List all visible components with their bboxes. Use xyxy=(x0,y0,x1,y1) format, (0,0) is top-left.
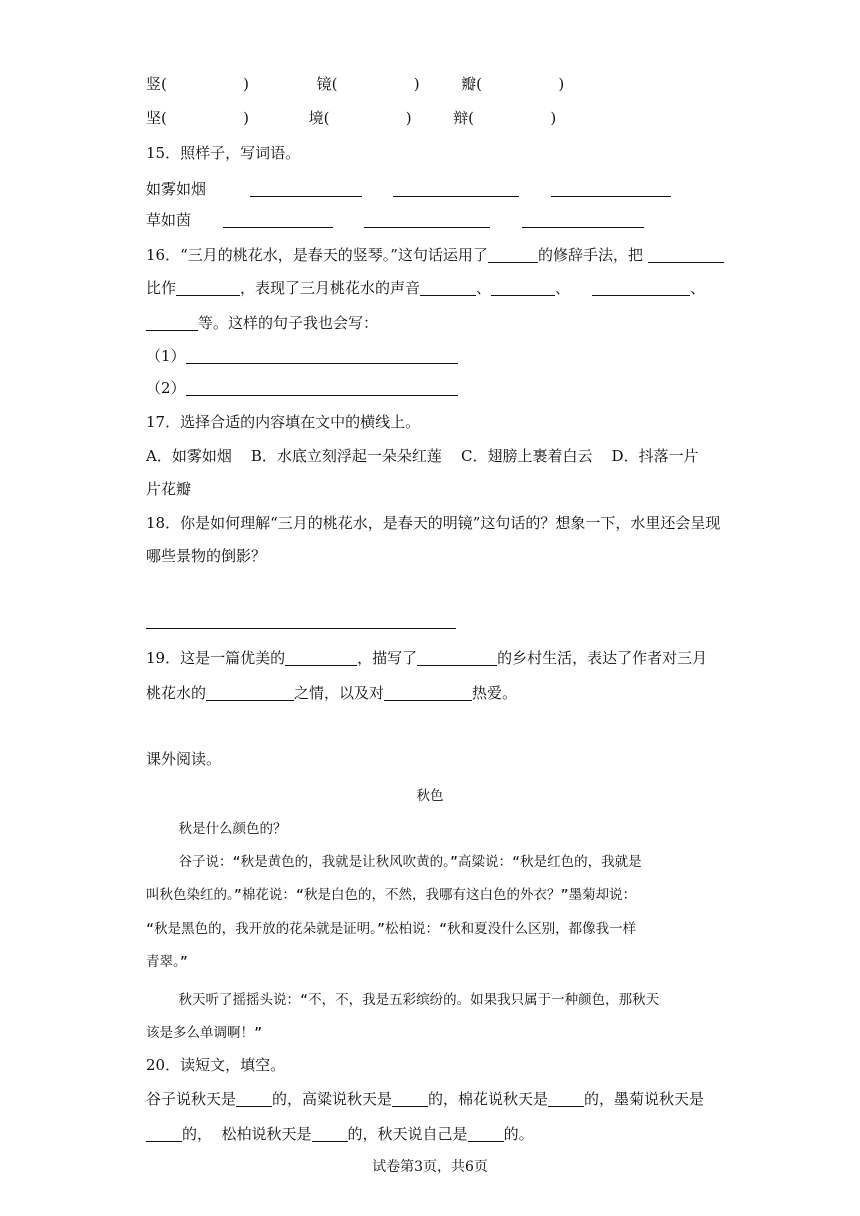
answer-blank[interactable] xyxy=(250,180,362,197)
question-20-line-2 xyxy=(146,1123,534,1144)
question-19-text: 19．这是一篇优美的 xyxy=(146,649,286,667)
answer-blank[interactable] xyxy=(648,246,724,263)
answer-line[interactable] xyxy=(186,347,458,364)
char: 竖 xyxy=(146,75,162,93)
answer-blank[interactable] xyxy=(548,1090,584,1107)
answer-blank[interactable] xyxy=(146,1125,182,1142)
question-19-text: 的乡村生活，表达了作者对三月 xyxy=(497,649,708,667)
question-16-text: 的修辞手法，把 xyxy=(537,246,643,264)
question-20-line-1 xyxy=(146,1088,704,1109)
answer-blank[interactable] xyxy=(206,684,294,701)
char-answer-box: ( ) xyxy=(331,75,420,93)
item-number: （2） xyxy=(146,379,186,397)
answer-blank[interactable] xyxy=(146,314,198,331)
answer-blank[interactable] xyxy=(488,246,538,263)
answer-line[interactable] xyxy=(146,612,456,629)
answer-blank[interactable] xyxy=(420,279,476,296)
passage-line: 谷子说：“秋是黄色的，我就是让秋风吹黄的。”高粱说：“秋是红色的，我就是 xyxy=(146,854,642,870)
question-20-text: 谷子说秋天是 xyxy=(146,1090,237,1108)
passage-line: “秋是黑色的，我开放的花朵就是证明。”松柏说：“秋和夏没什么区别，都像我一样 xyxy=(146,921,637,937)
question-19-line-2 xyxy=(146,682,517,703)
char-answer-box: ( ) xyxy=(468,109,557,127)
question-16-line-2 xyxy=(146,277,705,298)
answer-blank[interactable] xyxy=(223,211,333,228)
question-19-line-1 xyxy=(146,647,707,668)
char-answer-box: ( ) xyxy=(161,75,250,93)
question-18-line-2: 哪些景物的倒影？ xyxy=(146,547,267,565)
char-answer-box: ( ) xyxy=(161,109,250,127)
example-word: 如雾如烟 xyxy=(146,180,207,198)
passage-line: 秋是什么颜色的？ xyxy=(146,821,287,837)
question-20-title: 20．读短文，填空。 xyxy=(146,1056,286,1074)
answer-blank[interactable] xyxy=(491,279,555,296)
question-16-text: ，表现了三月桃花水的声音 xyxy=(240,279,421,297)
question-20-text: 的，高粱说秋天是 xyxy=(272,1090,393,1108)
answer-blank[interactable] xyxy=(384,684,472,701)
answer-blank[interactable] xyxy=(551,180,671,197)
answer-blank[interactable] xyxy=(236,1090,272,1107)
question-19-text: 热爱。 xyxy=(472,684,518,702)
passage-title: 秋色 xyxy=(416,788,444,804)
char-answer-box: ( ) xyxy=(323,109,412,127)
answer-blank[interactable] xyxy=(393,180,519,197)
passage-line: 秋天听了摇摇头说：“不，不，我是五彩缤纷的。如果我只属于一种颜色，那秋天 xyxy=(146,992,660,1008)
answer-blank[interactable] xyxy=(364,211,490,228)
item-number: （1） xyxy=(146,347,186,365)
char: 镜 xyxy=(316,75,332,93)
question-19-text: 之情，以及对 xyxy=(294,684,385,702)
answer-blank[interactable] xyxy=(176,279,240,296)
question-17-options: A．如雾如烟 B．水底立刻浮起一朵朵红莲 C．翅膀上裹着白云 D．抖落一片 xyxy=(146,447,699,465)
char-row-2 xyxy=(146,107,556,128)
passage-line: 该是多么单调啊！” xyxy=(146,1025,263,1041)
question-20-text: 的，秋天说自己是 xyxy=(347,1125,468,1143)
answer-line[interactable] xyxy=(186,379,458,396)
question-20-text: 的。 xyxy=(503,1125,534,1143)
example-word: 草如茵 xyxy=(146,211,192,229)
char: 坚 xyxy=(146,109,162,127)
separator: 、 xyxy=(476,279,492,297)
question-18-answer-line xyxy=(146,612,456,630)
question-18-line-1: 18．你是如何理解“三月的桃花水，是春天的明镜”这句话的？想象一下，水里还会呈现 xyxy=(146,514,721,532)
question-19-text: 桃花水的 xyxy=(146,684,207,702)
question-15-row-1 xyxy=(146,178,671,199)
question-16-item-1 xyxy=(146,345,458,366)
passage-line: 青翠。” xyxy=(146,954,188,970)
question-16-line-3 xyxy=(146,312,378,333)
answer-blank[interactable] xyxy=(285,649,357,666)
question-15-title: 15．照样子，写词语。 xyxy=(146,144,301,162)
char: 瓣 xyxy=(461,75,477,93)
char-answer-box: ( ) xyxy=(476,75,565,93)
page-footer: 试卷第3页，共6页 xyxy=(372,1159,488,1175)
char: 辩 xyxy=(453,109,469,127)
answer-blank[interactable] xyxy=(468,1125,504,1142)
answer-blank[interactable] xyxy=(417,649,497,666)
char-row-1 xyxy=(146,73,564,94)
question-16-text: 16．“三月的桃花水，是春天的竖琴。”这句话运用了 xyxy=(146,246,488,264)
question-17-options-wrap: 片花瓣 xyxy=(146,480,192,498)
question-20-text: 的，棉花说秋天是 xyxy=(428,1090,549,1108)
answer-blank[interactable] xyxy=(392,1090,428,1107)
question-20-text: 的，墨菊说秋天是 xyxy=(584,1090,705,1108)
answer-blank[interactable] xyxy=(592,279,690,296)
question-16-text: 比作 xyxy=(146,279,177,297)
answer-blank[interactable] xyxy=(522,211,644,228)
question-17-title: 17．选择合适的内容填在文中的横线上。 xyxy=(146,413,421,431)
char: 境 xyxy=(308,109,324,127)
question-16-item-2 xyxy=(146,377,458,398)
question-19-text: ，描写了 xyxy=(357,649,418,667)
passage-line: 叫秋色染红的。”棉花说：“秋是白色的，不然，我哪有这白色的外衣？”墨菊却说： xyxy=(146,887,637,903)
question-16-line-1 xyxy=(146,244,724,265)
question-16-text: 等。这样的句子我也会写： xyxy=(198,314,379,332)
section-title: 课外阅读。 xyxy=(146,750,222,768)
question-20-text: 的， 松柏说秋天是 xyxy=(182,1125,312,1143)
answer-blank[interactable] xyxy=(312,1125,348,1142)
separator: 、 xyxy=(555,279,571,297)
separator: 、 xyxy=(690,279,706,297)
question-15-row-2 xyxy=(146,209,644,230)
